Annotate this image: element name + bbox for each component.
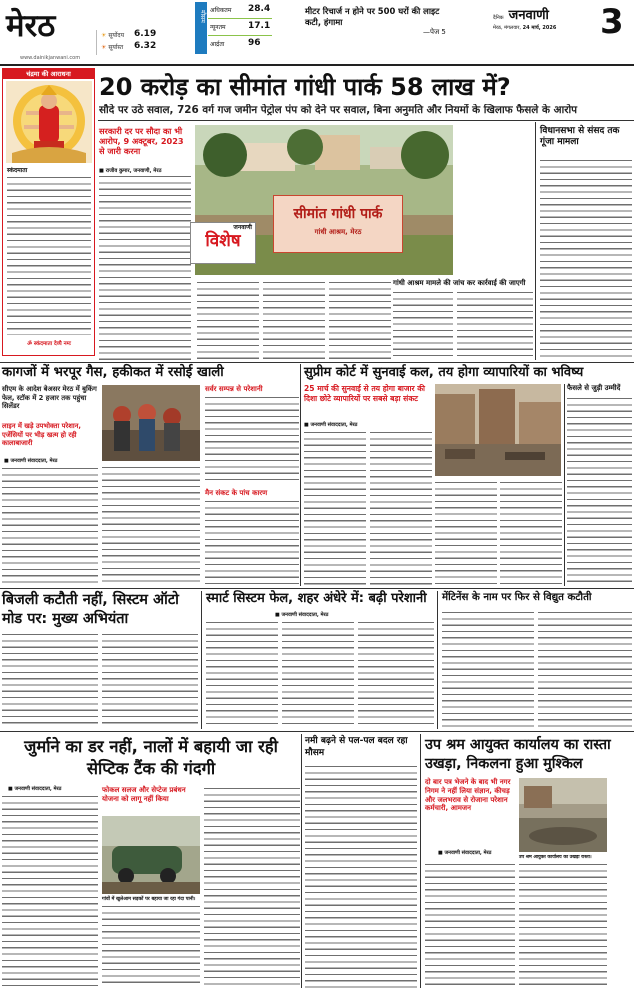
labour-photo	[519, 778, 607, 852]
court-byline: ■ जनवाणी संवाददाता, मेरठ	[304, 422, 358, 428]
devotional-title: चंद्रमा की आराधना	[3, 69, 94, 79]
fine-byline-text: जनवाणी संवाददाता, मेरठ	[14, 786, 62, 792]
devotional-text	[7, 175, 91, 335]
lead-col2	[197, 280, 259, 360]
court-side-text	[567, 396, 632, 586]
devotional-body-title: स्कंदमाता	[7, 167, 28, 174]
smart-col1	[206, 620, 278, 728]
humidity-label: आर्द्रता	[210, 41, 225, 48]
lead-col5	[393, 290, 453, 360]
temp-max-value: 28.4	[248, 4, 271, 14]
top-news-ref: —पेज 5	[423, 28, 446, 36]
lead-col3	[263, 280, 325, 360]
lead-subhead: सरकारी दर पर सौदा का भी आरोप, 9 अक्टूबर, 2023 से जारी करना	[99, 126, 184, 156]
sunset-label: सूर्यास्त	[108, 44, 124, 51]
gas-sub2: लाइन में खड़े उपभोक्ता परेशान, एजेंसियों पर भीड़ खत्म हो रही कालाबाजारी	[2, 422, 81, 447]
brand-prefix: दैनिक	[493, 15, 504, 21]
smart-col3	[358, 620, 434, 728]
side-story-text	[540, 158, 632, 360]
fine-col3	[204, 786, 300, 988]
power-col2	[102, 632, 198, 728]
lead-byline-text: राजीव कुमार, जनवाणी, मेरठ	[105, 168, 162, 174]
gas-byline: ■ जनवाणी संवाददाता, मेरठ	[4, 458, 58, 464]
court-col4	[500, 480, 562, 586]
power-col1	[2, 632, 98, 728]
smart-headline: स्मार्ट सिस्टम फेल, शहर अंधेरे में: बढ़ी परेशानी	[206, 591, 427, 606]
vishesh-brand: जनवाणी	[233, 224, 252, 231]
issue-date: 24 मार्च, 2026	[522, 25, 557, 31]
devotional-mantra: ॐ स्कंदमाता देव्यै नमः	[27, 341, 71, 347]
gas-col3	[205, 395, 299, 485]
gas-sub4: मैन संकट के पांच कारण	[205, 489, 268, 497]
fine-col1	[2, 794, 98, 988]
meter-col2	[538, 610, 632, 728]
humidity-value: 96	[248, 38, 261, 48]
court-side-head: फैसले से जुड़ी उम्मीदें	[567, 384, 621, 392]
gas-headline: कागजों में भरपूर गैस, हकीकत में रसोई खाली	[2, 365, 224, 380]
lead-deck: सौदे पर उठे सवाल, 726 वर्ग गज जमीन पेट्रोल पंप को देने पर सवाल, बिना अनुमति और नियमों के खिलाफ फैसले के आरोप	[99, 104, 578, 116]
weather-story-headline: नमी बढ़ने से पल-पल बदल रहा मौसम	[305, 736, 408, 758]
labour-col1	[425, 862, 515, 988]
sunrise-label: सूर्योदय	[108, 32, 125, 39]
court-subhead: 25 मार्च की सुनवाई से तय होगा बाजार की दिशा छोटे व्यापारियों पर सबसे बड़ा संकट	[304, 384, 426, 403]
sign-line2: गांधी आश्रम, मेरठ	[314, 228, 362, 236]
court-byline-text: जनवाणी संवाददाता, मेरठ	[310, 422, 358, 428]
city-name: मेरठ	[6, 8, 56, 44]
goddess-image	[6, 81, 92, 163]
gas-col2	[102, 465, 200, 584]
labour-byline: ■ जनवाणी संवाददाता, मेरठ	[438, 850, 492, 856]
sunset-value: 6.32	[134, 41, 157, 51]
gas-sub1: सीएम के आदेश बेअसर मेरठ में बुकिंग फेल, स्टॉक में 2 हजार तक पहुंचा सिलेंडर	[2, 385, 97, 410]
labour-sub-box	[425, 778, 515, 844]
labour-headline: उप श्रम आयुक्त कार्यालय का रास्ता उखड़ा, निकलना हुआ मुश्किल	[425, 737, 611, 772]
court-col3	[435, 480, 497, 586]
lead-col4	[329, 280, 391, 360]
temp-max-label: अधिकतम	[210, 7, 232, 14]
devotional-column	[2, 68, 95, 356]
mausam-label: मौसम	[199, 10, 206, 23]
page-number: 3	[600, 2, 624, 42]
lead-col6	[457, 290, 533, 360]
fine-subhead: फोकल सलज और सेप्टेज प्रबंधन योजना को लागू नहीं किया	[102, 786, 186, 803]
temp-min-label: न्यूनतम	[210, 24, 226, 31]
gas-sub3: सर्वर सम्पन्न से परेशानी	[205, 385, 263, 393]
fine-byline: ■ जनवाणी संवाददाता, मेरठ	[8, 786, 62, 792]
court-col2	[370, 430, 432, 586]
brand-name: जनवाणी	[508, 8, 549, 23]
power-headline: बिजली कटौती नहीं, सिस्टम ऑटो मोड पर: मुख्य अभियंता	[2, 592, 179, 627]
masthead	[0, 0, 634, 66]
smart-col2	[282, 620, 354, 728]
weather-story-col	[305, 764, 417, 988]
website-url: www.dainikjanwani.com	[20, 55, 81, 61]
smart-byline-text: जनवाणी संवाददाता, मेरठ	[281, 612, 329, 618]
lead-headline: 20 करोड़ का सीमांत गांधी पार्क 58 लाख में?	[99, 73, 511, 101]
fine-col2	[102, 904, 200, 988]
brand-block	[493, 4, 593, 31]
fine-caption: गांवों में खुलेआम सड़कों पर बहाया जा रहा गंदा पानी।	[102, 897, 196, 902]
fine-photo	[102, 816, 200, 894]
meter-headline: मेंटिनेंस के नाम पर फिर से विद्युत कटौती	[442, 592, 592, 603]
meter-col1	[442, 610, 534, 728]
gas-col1	[2, 466, 98, 584]
side-story-headline: विधानसभा से संसद तक गूंजा मामला	[540, 126, 620, 147]
court-col1	[304, 430, 366, 586]
court-photo	[435, 384, 561, 476]
sign-line1: सीमांत गांधी पार्क	[293, 206, 383, 222]
labour-caption: उप श्रम आयुक्त कार्यालय का उखड़ा रास्ता।	[519, 855, 592, 860]
smart-byline: ■ जनवाणी संवाददाता, मेरठ	[275, 612, 329, 618]
sunrise-box: ☀ सूर्योदय 6.19 ☀ सूर्यास्त 6.32	[96, 30, 158, 55]
lead-caption: गांधी आश्रम मामले की जांच कर कार्रवाई की जाएगी	[393, 279, 526, 287]
temp-min-value: 17.1	[248, 21, 271, 31]
brand-subline: मेरठ, मंगलवार,	[493, 25, 522, 31]
vishesh-badge	[190, 222, 256, 264]
vishesh-word: विशेष	[205, 231, 241, 251]
labour-byline-text: जनवाणी संवाददाता, मेरठ	[444, 850, 492, 856]
court-headline: सुप्रीम कोर्ट में सुनवाई कल, तय होगा व्यापारियों का भविष्य	[304, 365, 584, 380]
fine-headline: जुर्माने का डर नहीं, नालों में बहायी जा रही सेप्टिक टैंक की गंदगी	[24, 737, 278, 778]
sunrise-value: 6.19	[134, 29, 157, 39]
gas-byline-text: जनवाणी संवाददाता, मेरठ	[10, 458, 58, 464]
labour-subhead: दो बार पत्र भेजने के बाद भी नगर निगम ने नहीं लिया संज्ञान, कीचड़ और जलभराव से रोजाना परेशान कर्मचारी, आमजन	[425, 778, 511, 813]
gas-col4	[205, 499, 299, 584]
temp-table	[208, 2, 272, 54]
top-news-text: मीटर रिचार्ज न होने पर 500 घरों की लाइट कटी, हंगामा	[305, 6, 440, 27]
gas-photo	[102, 385, 200, 461]
labour-col2	[519, 862, 607, 988]
park-signboard	[273, 195, 403, 253]
lead-col1	[99, 174, 191, 360]
top-news-teaser	[305, 6, 453, 36]
lead-byline: ■ राजीव कुमार, जनवाणी, मेरठ	[99, 168, 162, 174]
